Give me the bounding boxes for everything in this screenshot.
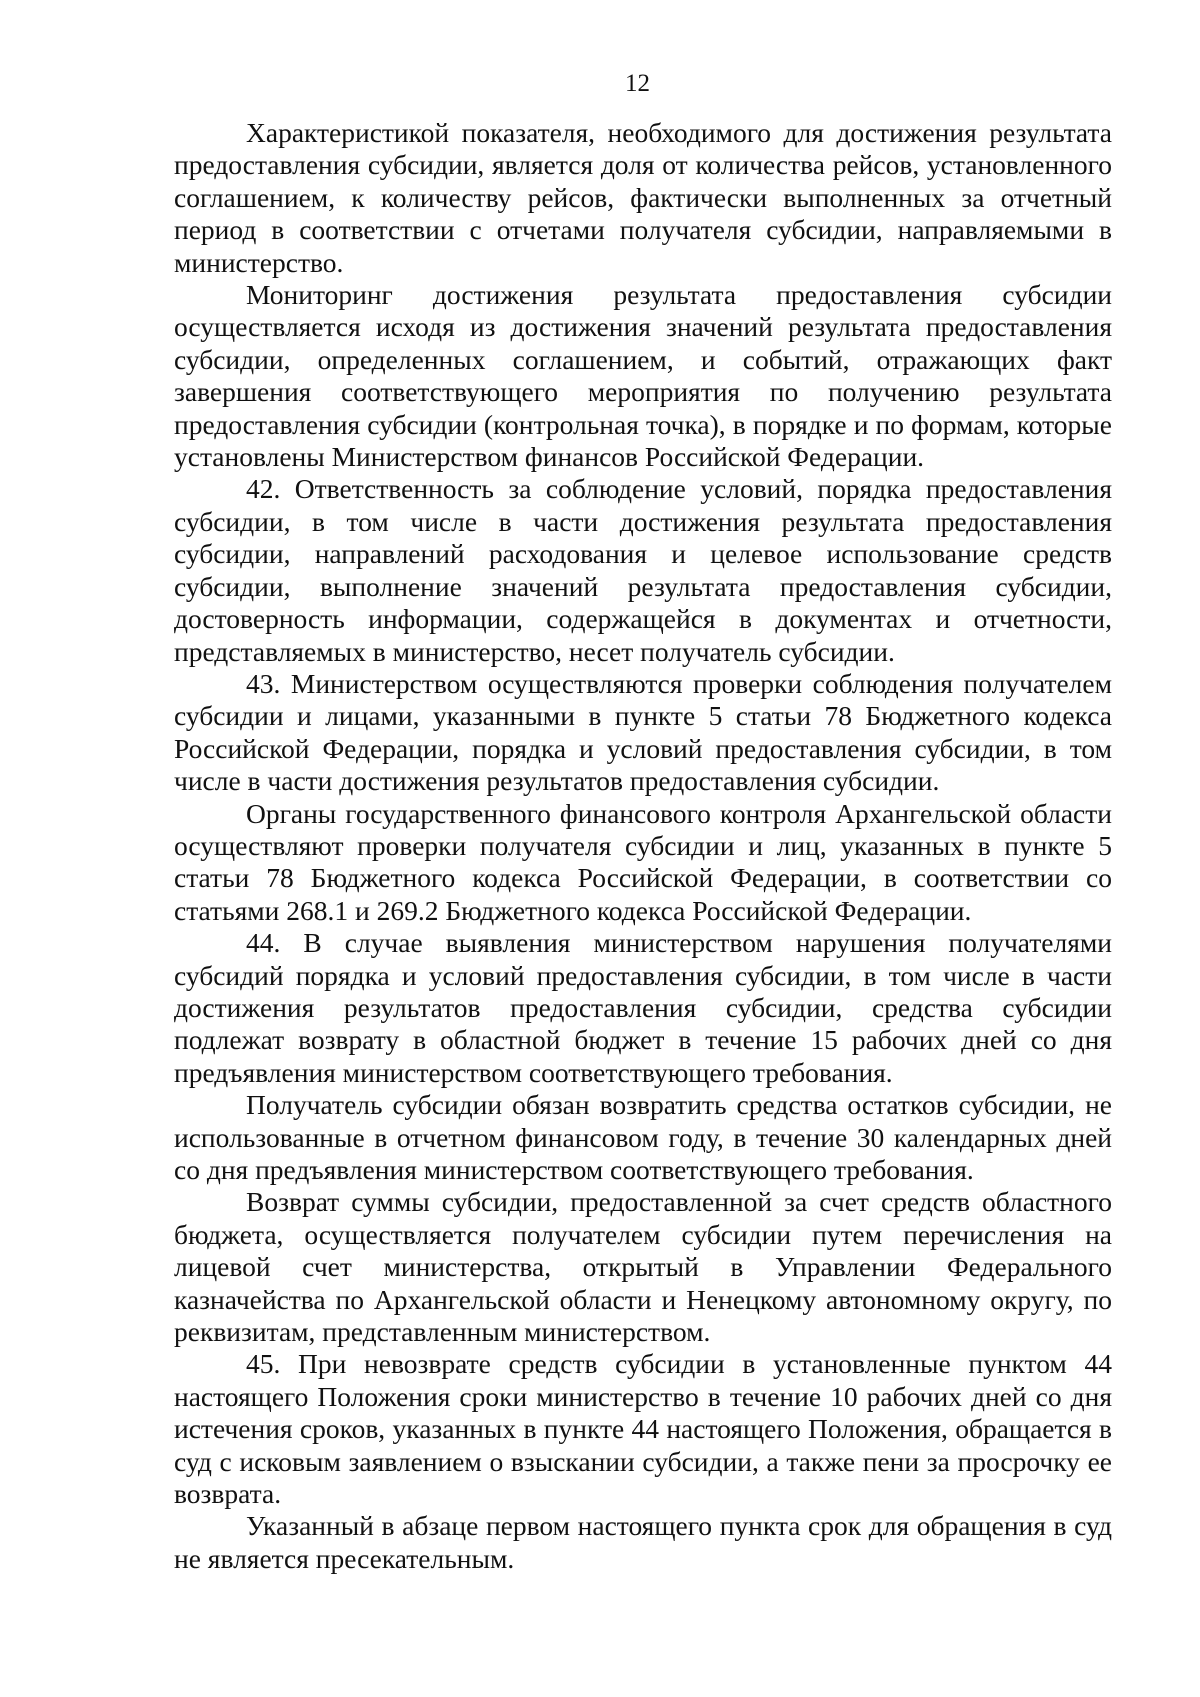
paragraph-financial-control: Органы государственного финансового контроля Архангельской области осуществляют проверки получателя субсидии и лиц, указанных в пункте 5 статьи 78 Бюджетного кодекса Российской Федерации, в соответствии со статьями 268.1 и 269.2 Бюджетного кодекса Российской Федерации.	[174, 797, 1112, 926]
paragraph-clause-42: 42. Ответственность за соблюдение условий, порядка предоставления субсидии, в том числе в части достижения результата предоставления субсидии, направлений расходования и целевое использование средств субсидии, выполнение значений результата предоставления субсидии, достоверность информации, содержащейся в документах и отчетности, представляемых в министерство, несет получатель субсидии.	[174, 473, 1112, 667]
paragraph-refund-procedure: Возврат суммы субсидии, предоставленной за счет средств областного бюджета, осуществляется получателем субсидии путем перечисления на лицевой счет министерства, открытый в Управлении Федерального казначейства по Архангельской области и Ненецкому автономному округу, по реквизитам, представленным министерством.	[174, 1186, 1112, 1348]
page-number: 12	[625, 70, 650, 97]
paragraph-clause-43: 43. Министерством осуществляются проверки соблюдения получателем субсидии и лицами, указанными в пункте 5 статьи 78 Бюджетного кодекса Российской Федерации, порядка и условий предоставления субсидии, в том числе в части достижения результатов предоставления субсидии.	[174, 667, 1112, 797]
paragraph-monitoring: Мониторинг достижения результата предоставления субсидии осуществляется исходя из достижения значений результата предоставления субсидии, определенных соглашением, и событий, отражающих факт завершения соответствующего мероприятия по получению результата предоставления субсидии (контрольная точка), в порядке и по формам, которые установлены Министерством финансов Российской Федерации.	[174, 279, 1112, 473]
paragraph-clause-45: 45. При невозврате средств субсидии в установленные пунктом 44 настоящего Положения сроки министерство в течение 10 рабочих дней со дня истечения сроков, указанных в пункте 44 настоящего Положения, обращается в суд с исковым заявлением о взыскании субсидии, а также пени за просрочку ее возврата.	[174, 1348, 1112, 1510]
paragraph-unused-remainder: Получатель субсидии обязан возвратить средства остатков субсидии, не использованные в отчетном финансовом году, в течение 30 календарных дней со дня предъявления министерством соответствующего требования.	[174, 1089, 1112, 1185]
document-body	[174, 117, 1112, 1575]
paragraph-deadline-note: Указанный в абзаце первом настоящего пункта срок для обращения в суд не является пресекательным.	[174, 1510, 1112, 1574]
paragraph-clause-44: 44. В случае выявления министерством нарушения получателями субсидий порядка и условий предоставления субсидии, в том числе в части достижения результатов предоставления субсидии, средства субсидии подлежат возврату в областной бюджет в течение 15 рабочих дней со дня предъявления министерством соответствующего требования.	[174, 927, 1112, 1088]
paragraph-characteristic-indicator: Характеристикой показателя, необходимого для достижения результата предоставления субсидии, является доля от количества рейсов, установленного соглашением, к количеству рейсов, фактически выполненных за отчетный период в соответствии с отчетами получателя субсидии, направляемыми в министерство.	[174, 117, 1112, 278]
